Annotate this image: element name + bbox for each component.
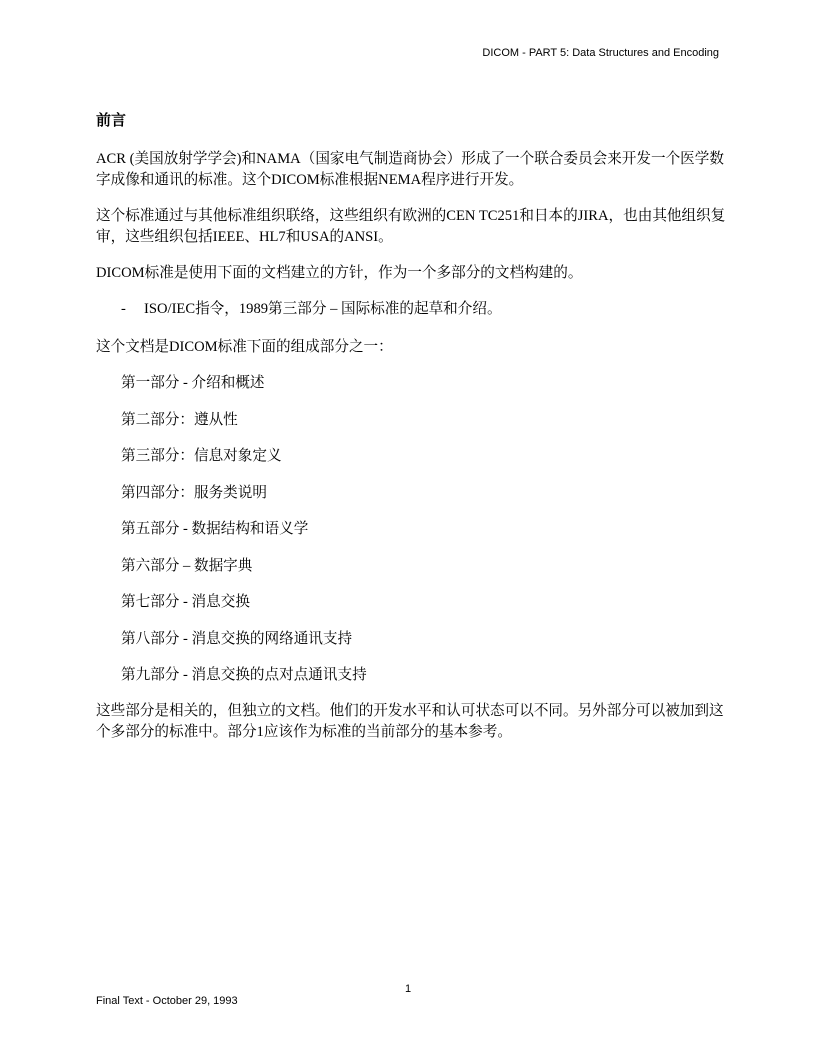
page-content xyxy=(96,111,726,758)
paragraph-intro: ACR (美国放射学学会)和NAMA（国家电气制造商协会）形成了一个联合委员会来开发一个医学数字成像和通讯的标准。这个DICOM标准根据NEMA程序进行开发。 xyxy=(96,151,724,188)
part-item: 第七部分 - 消息交换 xyxy=(121,594,250,610)
paragraph-closing: 这些部分是相关的，但独立的文档。他们的开发水平和认可状态可以不同。另外部分可以被加到这个多部分的标准中。部分1应该作为标准的当前部分的基本参考。 xyxy=(96,703,724,740)
paragraph-guidelines: DICOM标准是使用下面的文档建立的方针，作为一个多部分的文档构建的。 xyxy=(96,265,583,281)
part-item: 第五部分 - 数据结构和语义学 xyxy=(121,521,309,537)
page-number: 1 xyxy=(404,983,412,995)
part-item: 第九部分 - 消息交换的点对点通讯支持 xyxy=(121,667,367,683)
part-item: 第八部分 - 消息交换的网络通讯支持 xyxy=(121,630,353,647)
running-header: DICOM - PART 5: Data Structures and Encoding xyxy=(482,47,719,59)
footer-text: Final Text - October 29, 1993 xyxy=(96,995,238,1007)
paragraph-liaison: 这个标准通过与其他标准组织联络，这些组织有欧洲的CEN TC251和日本的JIRA，也由其他组织复审，这些组织包括IEEE、HL7和USA的ANSI。 xyxy=(96,208,726,245)
bullet-text: ISO/IEC指令，1989第三部分 – 国际标准的起草和介绍。 xyxy=(144,301,502,317)
section-title: 前言 xyxy=(96,113,127,129)
bullet-marker: - xyxy=(121,301,126,317)
part-item: 第二部分：遵从性 xyxy=(121,411,238,428)
part-item: 第一部分 - 介绍和概述 xyxy=(121,375,265,391)
part-item: 第三部分：信息对象定义 xyxy=(121,448,282,464)
bullet-item xyxy=(96,299,726,320)
parts-list xyxy=(96,373,726,686)
part-item: 第六部分 – 数据字典 xyxy=(121,557,253,574)
paragraph-parts-intro: 这个文档是DICOM标准下面的组成部分之一： xyxy=(96,339,393,355)
part-item: 第四部分：服务类说明 xyxy=(121,484,267,501)
